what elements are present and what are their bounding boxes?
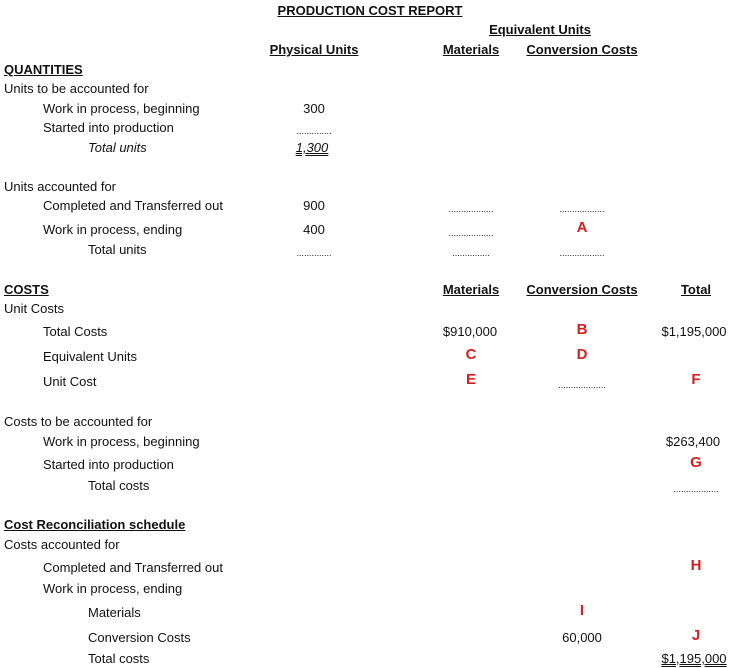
started-units-blank: ..............: [296, 126, 332, 136]
total-costs-materials: $910,000: [442, 324, 498, 339]
total-units-value: 1,300: [295, 140, 329, 155]
total-conversion-blank: ..................: [559, 248, 605, 258]
costs-total-blank: ..................: [673, 484, 719, 494]
total-costs-label: Total Costs: [43, 324, 108, 339]
completed-units: 900: [303, 198, 325, 213]
quantities-heading: QUANTITIES: [4, 62, 83, 77]
answer-g: G: [690, 454, 702, 471]
recon-total-label: Total costs: [88, 651, 150, 666]
units-to-be-accounted-label: Units to be accounted for: [4, 81, 149, 96]
costs-total-label: Total costs: [88, 478, 150, 493]
costs-total-header: Total: [680, 282, 712, 297]
unit-cost-conversion-blank: ...................: [558, 380, 606, 390]
recon-total-value: $1,195,000: [661, 651, 727, 666]
answer-f: F: [691, 371, 701, 388]
costs-to-be-accounted-label: Costs to be accounted for: [4, 414, 153, 429]
units-accounted-for-label: Units accounted for: [4, 179, 117, 194]
costs-materials-header: Materials: [442, 282, 500, 297]
physical-units-header: Physical Units: [269, 42, 359, 57]
total-costs-total: $1,195,000: [661, 324, 727, 339]
total-materials-blank: ...............: [452, 248, 490, 258]
recon-completed-label: Completed and Transferred out: [43, 560, 223, 575]
recon-conversion-label: Conversion Costs: [88, 630, 191, 645]
started-label: Started into production: [43, 120, 174, 135]
unit-cost-label: Unit Cost: [43, 374, 97, 389]
costs-wip-beginning-total: $263,400: [665, 434, 721, 449]
costs-wip-beginning-label: Work in process, beginning: [43, 434, 200, 449]
costs-started-label: Started into production: [43, 457, 174, 472]
answer-h: H: [690, 557, 702, 574]
materials-header: Materials: [442, 42, 500, 57]
recon-wip-ending-label: Work in process, ending: [43, 581, 183, 596]
answer-d: D: [576, 346, 588, 363]
unit-costs-label: Unit Costs: [4, 301, 64, 316]
report-title: PRODUCTION COST REPORT: [277, 3, 463, 18]
completed-conversion-blank: ..................: [559, 204, 605, 214]
wip-beginning-label: Work in process, beginning: [43, 101, 200, 116]
costs-conversion-header: Conversion Costs: [526, 282, 638, 297]
wip-ending-units: 400: [303, 222, 325, 237]
wip-ending-label: Work in process, ending: [43, 222, 183, 237]
completed-label: Completed and Transferred out: [43, 198, 223, 213]
answer-j: J: [691, 627, 701, 644]
recon-materials-label: Materials: [88, 605, 141, 620]
answer-i: I: [579, 602, 585, 619]
total-units-blank-2: ..............: [296, 248, 332, 258]
answer-c: C: [465, 346, 477, 363]
costs-accounted-for-label: Costs accounted for: [4, 537, 120, 552]
answer-b: B: [576, 321, 588, 338]
costs-heading: COSTS: [4, 282, 49, 297]
equivalent-units-label: Equivalent Units: [43, 349, 137, 364]
wip-beginning-units: 300: [303, 101, 325, 116]
recon-conversion-value: 60,000: [562, 630, 602, 645]
total-units-label: Total units: [88, 140, 147, 155]
reconciliation-heading: Cost Reconciliation schedule: [4, 517, 186, 532]
conversion-costs-header: Conversion Costs: [526, 42, 638, 57]
equivalent-units-header: Equivalent Units: [489, 22, 591, 37]
completed-materials-blank: ..................: [448, 204, 494, 214]
wip-ending-materials-blank: ..................: [448, 228, 494, 238]
total-units-label-2: Total units: [88, 242, 147, 257]
answer-a: A: [576, 219, 588, 236]
answer-e: E: [465, 371, 477, 388]
